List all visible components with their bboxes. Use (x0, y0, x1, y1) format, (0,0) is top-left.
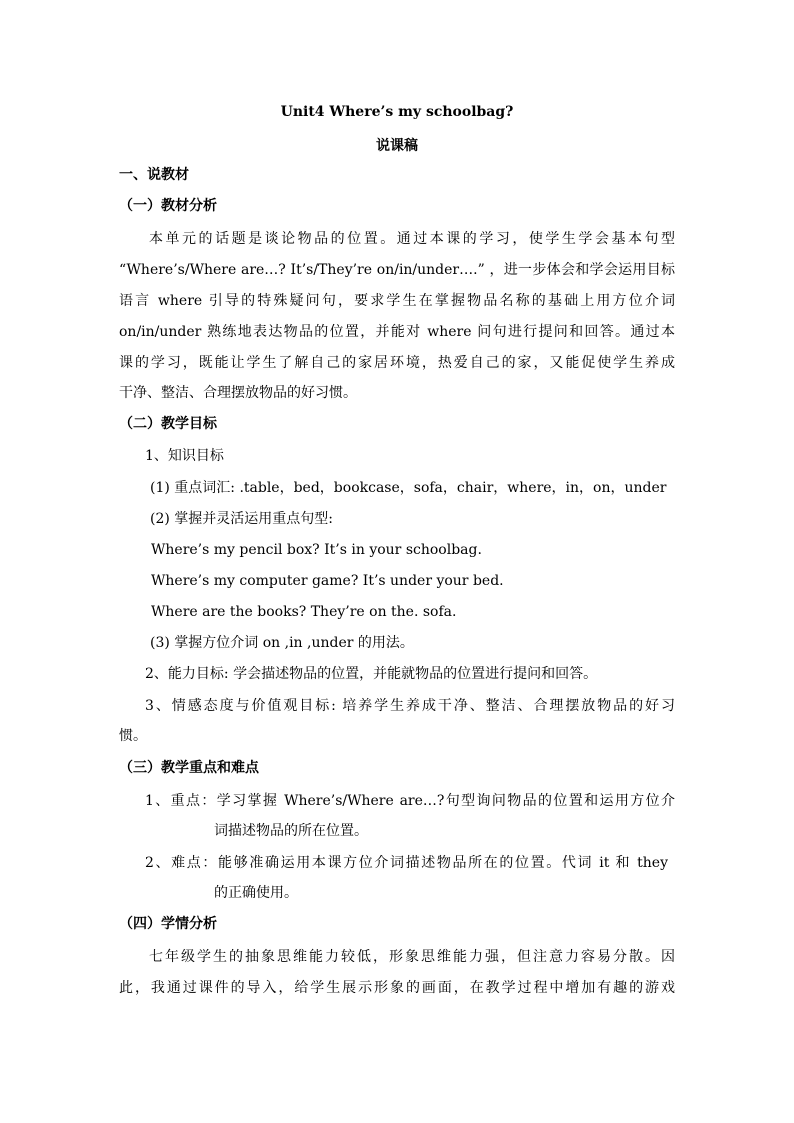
example-sentence: Where’s my pencil box? It’s in your schoolbag. (151, 542, 482, 558)
paragraph-line: 此，我通过课件的导入，给学生展示形象的画面，在教学过程中增加有趣的游戏 (119, 980, 675, 996)
knowledge-objective-heading: 1、知识目标 (145, 448, 224, 464)
emotion-objective-continued: 惯。 (119, 728, 147, 744)
section-heading-textbook: 一、说教材 (119, 167, 189, 183)
key-point-continued: 词描述物品的所在位置。 (214, 823, 368, 839)
difficult-point: 2、难点：能够准确运用本课方位介词描述物品所在的位置。代词 it 和 they (145, 855, 668, 871)
paragraph-line: 七年级学生的抽象思维能力较低，形象思维能力强，但注意力容易分散。因 (149, 949, 675, 965)
emotion-objective: 3、情感态度与价值观目标: 培养学生养成干净、整洁、合理摆放物品的好习 (145, 698, 675, 714)
paragraph-line: 干净、整洁、合理摆放物品的好习惯。 (119, 385, 357, 401)
paragraph-line: 课的学习，既能让学生了解自己的家居环境，热爱自己的家，又能促使学生养成 (119, 355, 675, 371)
document-title: Unit4 Where’s my schoolbag? (280, 104, 514, 120)
subsection-heading-objectives: （二）教学目标 (119, 416, 217, 432)
key-point: 1、重点：学习掌握 Where’s/Where are…?句型询问物品的位置和运用方位介 (145, 793, 675, 809)
paragraph-line: 本单元的话题是谈论物品的位置。通过本课的学习，使学生学会基本句型 (149, 231, 675, 247)
key-sentence-pattern-item: (2) 掌握并灵活运用重点句型: (150, 511, 333, 527)
paragraph-line: “Where’s/Where are…? It’s/They’re on/in/under….” ，进一步体会和学会运用目标 (119, 262, 675, 278)
preposition-usage-item: (3) 掌握方位介词 on ,in ,under 的用法。 (150, 635, 414, 651)
difficult-point-continued: 的正确使用。 (214, 885, 298, 901)
subsection-heading-student-analysis: （四）学情分析 (119, 916, 217, 932)
ability-objective: 2、能力目标: 学会描述物品的位置，并能就物品的位置进行提问和回答。 (145, 666, 598, 682)
paragraph-line: 语言 where 引导的特殊疑问句，要求学生在掌握物品名称的基础上用方位介词 (119, 293, 675, 309)
example-sentence: Where are the books? They’re on the. sofa. (151, 604, 457, 620)
key-vocabulary-item: (1) 重点词汇: .table，bed，bookcase，sofa，chair，where，in，on，under (150, 480, 667, 496)
subsection-heading-analysis: （一）教材分析 (119, 198, 217, 214)
document-subtitle: 说课稿 (376, 138, 418, 154)
example-sentence: Where’s my computer game? It’s under your bed. (151, 573, 504, 589)
paragraph-line: on/in/under 熟练地表达物品的位置，并能对 where 问句进行提问和回答。通过本 (119, 324, 675, 340)
subsection-heading-key-points: （三）教学重点和难点 (119, 760, 259, 776)
